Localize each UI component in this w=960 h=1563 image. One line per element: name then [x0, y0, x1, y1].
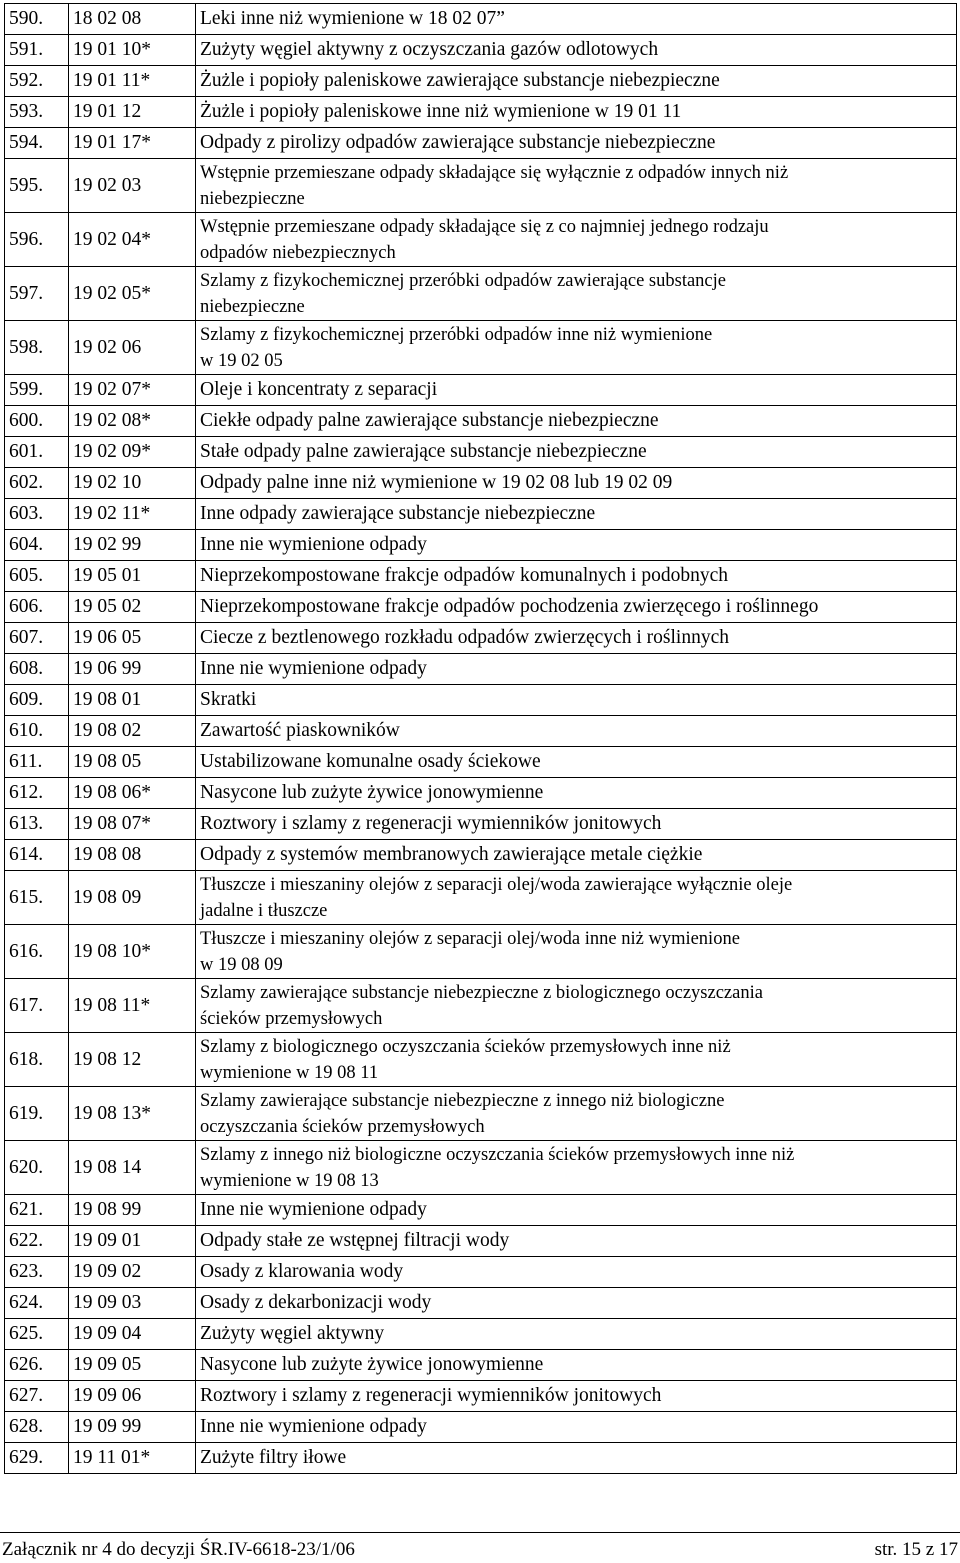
waste-description [196, 213, 957, 267]
row-number: 590. [5, 4, 69, 35]
waste-description [196, 1141, 957, 1195]
waste-description [196, 66, 957, 97]
waste-description [196, 530, 957, 561]
waste-code: 19 01 17* [69, 128, 196, 159]
waste-code: 19 01 11* [69, 66, 196, 97]
row-number: 604. [5, 530, 69, 561]
waste-code: 19 11 01* [69, 1443, 196, 1474]
waste-description [196, 321, 957, 375]
description-line: ścieków przemysłowych [200, 1008, 383, 1029]
row-number: 623. [5, 1257, 69, 1288]
waste-description [196, 97, 957, 128]
waste-code: 19 01 10* [69, 35, 196, 66]
table-row [5, 747, 957, 778]
table-row [5, 66, 957, 97]
waste-code: 19 08 08 [69, 840, 196, 871]
description-line: Osady z dekarbonizacji wody [200, 1292, 432, 1313]
table-row [5, 925, 957, 979]
waste-code: 19 09 99 [69, 1412, 196, 1443]
description-line: Inne nie wymienione odpady [200, 1199, 427, 1220]
waste-code: 19 09 01 [69, 1226, 196, 1257]
row-number: 599. [5, 375, 69, 406]
waste-code: 19 02 09* [69, 437, 196, 468]
waste-description [196, 1257, 957, 1288]
table-row [5, 778, 957, 809]
description-line: Szlamy zawierające substancje niebezpieczne z innego niż biologiczne [200, 1090, 725, 1111]
waste-description [196, 267, 957, 321]
waste-description [196, 1412, 957, 1443]
waste-code: 19 02 07* [69, 375, 196, 406]
description-line: Roztwory i szlamy z regeneracji wymienników jonitowych [200, 813, 662, 834]
row-number: 612. [5, 778, 69, 809]
row-number: 613. [5, 809, 69, 840]
table-row [5, 1257, 957, 1288]
table-row [5, 530, 957, 561]
description-line: Wstępnie przemieszane odpady składające się z co najmniej jednego rodzaju [200, 216, 769, 237]
row-number: 620. [5, 1141, 69, 1195]
description-line: Zużyte filtry iłowe [200, 1447, 347, 1468]
waste-code: 19 08 07* [69, 809, 196, 840]
description-line: niebezpieczne [200, 296, 305, 317]
footer-document-reference: Załącznik nr 4 do decyzji ŚR.IV-6618-23/1/06 [2, 1539, 355, 1560]
row-number: 626. [5, 1350, 69, 1381]
waste-code: 19 08 05 [69, 747, 196, 778]
row-number: 618. [5, 1033, 69, 1087]
table-row [5, 1350, 957, 1381]
waste-description [196, 592, 957, 623]
waste-description [196, 128, 957, 159]
table-row [5, 840, 957, 871]
waste-description [196, 871, 957, 925]
description-line: Zużyty węgiel aktywny [200, 1323, 385, 1344]
waste-code: 19 08 99 [69, 1195, 196, 1226]
table-row [5, 561, 957, 592]
row-number: 617. [5, 979, 69, 1033]
waste-description [196, 1087, 957, 1141]
waste-code: 19 08 11* [69, 979, 196, 1033]
description-line: Ciecze z beztlenowego rozkładu odpadów zwierzęcych i roślinnych [200, 627, 729, 648]
waste-description [196, 468, 957, 499]
description-line: w 19 08 09 [200, 954, 283, 975]
row-number: 594. [5, 128, 69, 159]
waste-description [196, 1319, 957, 1350]
table-row [5, 1412, 957, 1443]
table-row [5, 1226, 957, 1257]
description-line: Odpady z pirolizy odpadów zawierające substancje niebezpieczne [200, 132, 716, 153]
row-number: 606. [5, 592, 69, 623]
description-line: Roztwory i szlamy z regeneracji wymienników jonitowych [200, 1385, 662, 1406]
table-row [5, 1288, 957, 1319]
row-number: 610. [5, 716, 69, 747]
waste-code: 19 02 10 [69, 468, 196, 499]
description-line: Inne nie wymienione odpady [200, 1416, 427, 1437]
waste-code: 19 09 05 [69, 1350, 196, 1381]
description-line: jadalne i tłuszcze [200, 900, 328, 921]
waste-description [196, 654, 957, 685]
waste-code: 19 08 12 [69, 1033, 196, 1087]
table-row [5, 1381, 957, 1412]
waste-description [196, 1195, 957, 1226]
waste-description [196, 716, 957, 747]
waste-description [196, 159, 957, 213]
waste-code: 19 05 02 [69, 592, 196, 623]
table-row [5, 437, 957, 468]
waste-code: 19 02 04* [69, 213, 196, 267]
row-number: 621. [5, 1195, 69, 1226]
description-line: Inne nie wymienione odpady [200, 658, 427, 679]
description-line: Tłuszcze i mieszaniny olejów z separacji olej/woda inne niż wymienione [200, 928, 740, 949]
waste-description [196, 499, 957, 530]
table-row [5, 1141, 957, 1195]
footer-page-number: str. 15 z 17 [874, 1539, 958, 1560]
table-row [5, 406, 957, 437]
row-number: 605. [5, 561, 69, 592]
waste-code: 19 09 03 [69, 1288, 196, 1319]
waste-code: 19 09 06 [69, 1381, 196, 1412]
row-number: 619. [5, 1087, 69, 1141]
description-line: Szlamy z fizykochemicznej przeróbki odpadów inne niż wymienione [200, 324, 713, 345]
table-row [5, 809, 957, 840]
row-number: 629. [5, 1443, 69, 1474]
table-row [5, 321, 957, 375]
description-line: Osady z klarowania wody [200, 1261, 404, 1282]
table-row [5, 375, 957, 406]
row-number: 600. [5, 406, 69, 437]
waste-code: 19 02 11* [69, 499, 196, 530]
description-line: Szlamy z innego niż biologiczne oczyszczania ścieków przemysłowych inne niż [200, 1144, 795, 1165]
table-row [5, 1033, 957, 1087]
description-line: Szlamy z fizykochemicznej przeróbki odpadów zawierające substancje [200, 270, 726, 291]
waste-code: 19 08 02 [69, 716, 196, 747]
waste-description [196, 1443, 957, 1474]
waste-code: 19 09 02 [69, 1257, 196, 1288]
row-number: 595. [5, 159, 69, 213]
description-line: Wstępnie przemieszane odpady składające się wyłącznie z odpadów innych niż [200, 162, 789, 183]
waste-description [196, 685, 957, 716]
waste-description [196, 809, 957, 840]
table-row [5, 4, 957, 35]
description-line: Żużle i popioły paleniskowe zawierające substancje niebezpieczne [200, 70, 720, 91]
waste-code: 19 08 06* [69, 778, 196, 809]
waste-description [196, 1033, 957, 1087]
row-number: 597. [5, 267, 69, 321]
row-number: 608. [5, 654, 69, 685]
waste-description [196, 925, 957, 979]
table-row [5, 623, 957, 654]
row-number: 616. [5, 925, 69, 979]
description-line: Ustabilizowane komunalne osady ściekowe [200, 751, 541, 772]
waste-code: 19 06 05 [69, 623, 196, 654]
table-row [5, 1443, 957, 1474]
table-row [5, 871, 957, 925]
waste-description [196, 1226, 957, 1257]
waste-description [196, 1288, 957, 1319]
row-number: 611. [5, 747, 69, 778]
row-number: 593. [5, 97, 69, 128]
description-line: wymienione w 19 08 13 [200, 1170, 379, 1191]
description-line: w 19 02 05 [200, 350, 283, 371]
description-line: wymienione w 19 08 11 [200, 1062, 379, 1083]
description-line: oczyszczania ścieków przemysłowych [200, 1116, 485, 1137]
waste-code: 19 08 09 [69, 871, 196, 925]
description-line: Leki inne niż wymienione w 18 02 07” [200, 8, 505, 29]
table-row [5, 979, 957, 1033]
description-line: Odpady stałe ze wstępnej filtracji wody [200, 1230, 510, 1251]
waste-code: 18 02 08 [69, 4, 196, 35]
description-line: Nieprzekompostowane frakcje odpadów komunalnych i podobnych [200, 565, 728, 586]
table-row [5, 128, 957, 159]
waste-description [196, 778, 957, 809]
waste-description [196, 4, 957, 35]
waste-code: 19 02 03 [69, 159, 196, 213]
row-number: 602. [5, 468, 69, 499]
waste-code: 19 08 10* [69, 925, 196, 979]
table-row [5, 716, 957, 747]
page-footer [0, 1532, 960, 1563]
waste-code: 19 02 05* [69, 267, 196, 321]
description-line: Inne odpady zawierające substancje niebezpieczne [200, 503, 596, 524]
waste-description [196, 561, 957, 592]
table-row [5, 499, 957, 530]
waste-code: 19 08 13* [69, 1087, 196, 1141]
table-row [5, 592, 957, 623]
description-line: Inne nie wymienione odpady [200, 534, 427, 555]
waste-description [196, 747, 957, 778]
description-line: Nasycone lub zużyte żywice jonowymienne [200, 782, 544, 803]
description-line: Szlamy z biologicznego oczyszczania ścieków przemysłowych inne niż [200, 1036, 731, 1057]
waste-code: 19 08 01 [69, 685, 196, 716]
waste-description [196, 840, 957, 871]
waste-description [196, 375, 957, 406]
table-row [5, 1195, 957, 1226]
description-line: Ciekłe odpady palne zawierające substancje niebezpieczne [200, 410, 659, 431]
description-line: Żużle i popioły paleniskowe inne niż wymienione w 19 01 11 [200, 101, 682, 122]
description-line: Nasycone lub zużyte żywice jonowymienne [200, 1354, 544, 1375]
table-row [5, 35, 957, 66]
row-number: 591. [5, 35, 69, 66]
description-line: niebezpieczne [200, 188, 305, 209]
table-row [5, 267, 957, 321]
description-line: Odpady z systemów membranowych zawierające metale ciężkie [200, 844, 703, 865]
row-number: 607. [5, 623, 69, 654]
waste-code: 19 02 99 [69, 530, 196, 561]
row-number: 592. [5, 66, 69, 97]
waste-code: 19 05 01 [69, 561, 196, 592]
waste-description [196, 1381, 957, 1412]
description-line: Szlamy zawierające substancje niebezpieczne z biologicznego oczyszczania [200, 982, 763, 1003]
waste-description [196, 623, 957, 654]
waste-description [196, 35, 957, 66]
waste-code: 19 08 14 [69, 1141, 196, 1195]
description-line: Stałe odpady palne zawierające substancje niebezpieczne [200, 441, 647, 462]
table-row [5, 1319, 957, 1350]
waste-code: 19 01 12 [69, 97, 196, 128]
row-number: 603. [5, 499, 69, 530]
waste-code: 19 09 04 [69, 1319, 196, 1350]
table-row [5, 1087, 957, 1141]
row-number: 596. [5, 213, 69, 267]
description-line: Zużyty węgiel aktywny z oczyszczania gazów odlotowych [200, 39, 659, 60]
waste-code: 19 02 08* [69, 406, 196, 437]
row-number: 598. [5, 321, 69, 375]
row-number: 622. [5, 1226, 69, 1257]
waste-code: 19 06 99 [69, 654, 196, 685]
table-row [5, 97, 957, 128]
waste-code: 19 02 06 [69, 321, 196, 375]
table-row [5, 159, 957, 213]
row-number: 601. [5, 437, 69, 468]
row-number: 628. [5, 1412, 69, 1443]
table-row [5, 685, 957, 716]
row-number: 615. [5, 871, 69, 925]
waste-description [196, 437, 957, 468]
description-line: Odpady palne inne niż wymienione w 19 02 08 lub 19 02 09 [200, 472, 673, 493]
waste-codes-table [4, 3, 957, 1474]
description-line: Tłuszcze i mieszaniny olejów z separacji olej/woda zawierające wyłącznie oleje [200, 874, 793, 895]
row-number: 609. [5, 685, 69, 716]
table-row [5, 654, 957, 685]
table-row [5, 213, 957, 267]
description-line: Zawartość piaskowników [200, 720, 400, 741]
description-line: Oleje i koncentraty z separacji [200, 379, 438, 400]
table-row [5, 468, 957, 499]
row-number: 614. [5, 840, 69, 871]
row-number: 625. [5, 1319, 69, 1350]
row-number: 624. [5, 1288, 69, 1319]
description-line: odpadów niebezpiecznych [200, 242, 396, 263]
table-body [5, 4, 957, 1474]
waste-description [196, 406, 957, 437]
description-line: Nieprzekompostowane frakcje odpadów pochodzenia zwierzęcego i roślinnego [200, 596, 819, 617]
row-number: 627. [5, 1381, 69, 1412]
waste-description [196, 979, 957, 1033]
description-line: Skratki [200, 689, 257, 710]
waste-description [196, 1350, 957, 1381]
